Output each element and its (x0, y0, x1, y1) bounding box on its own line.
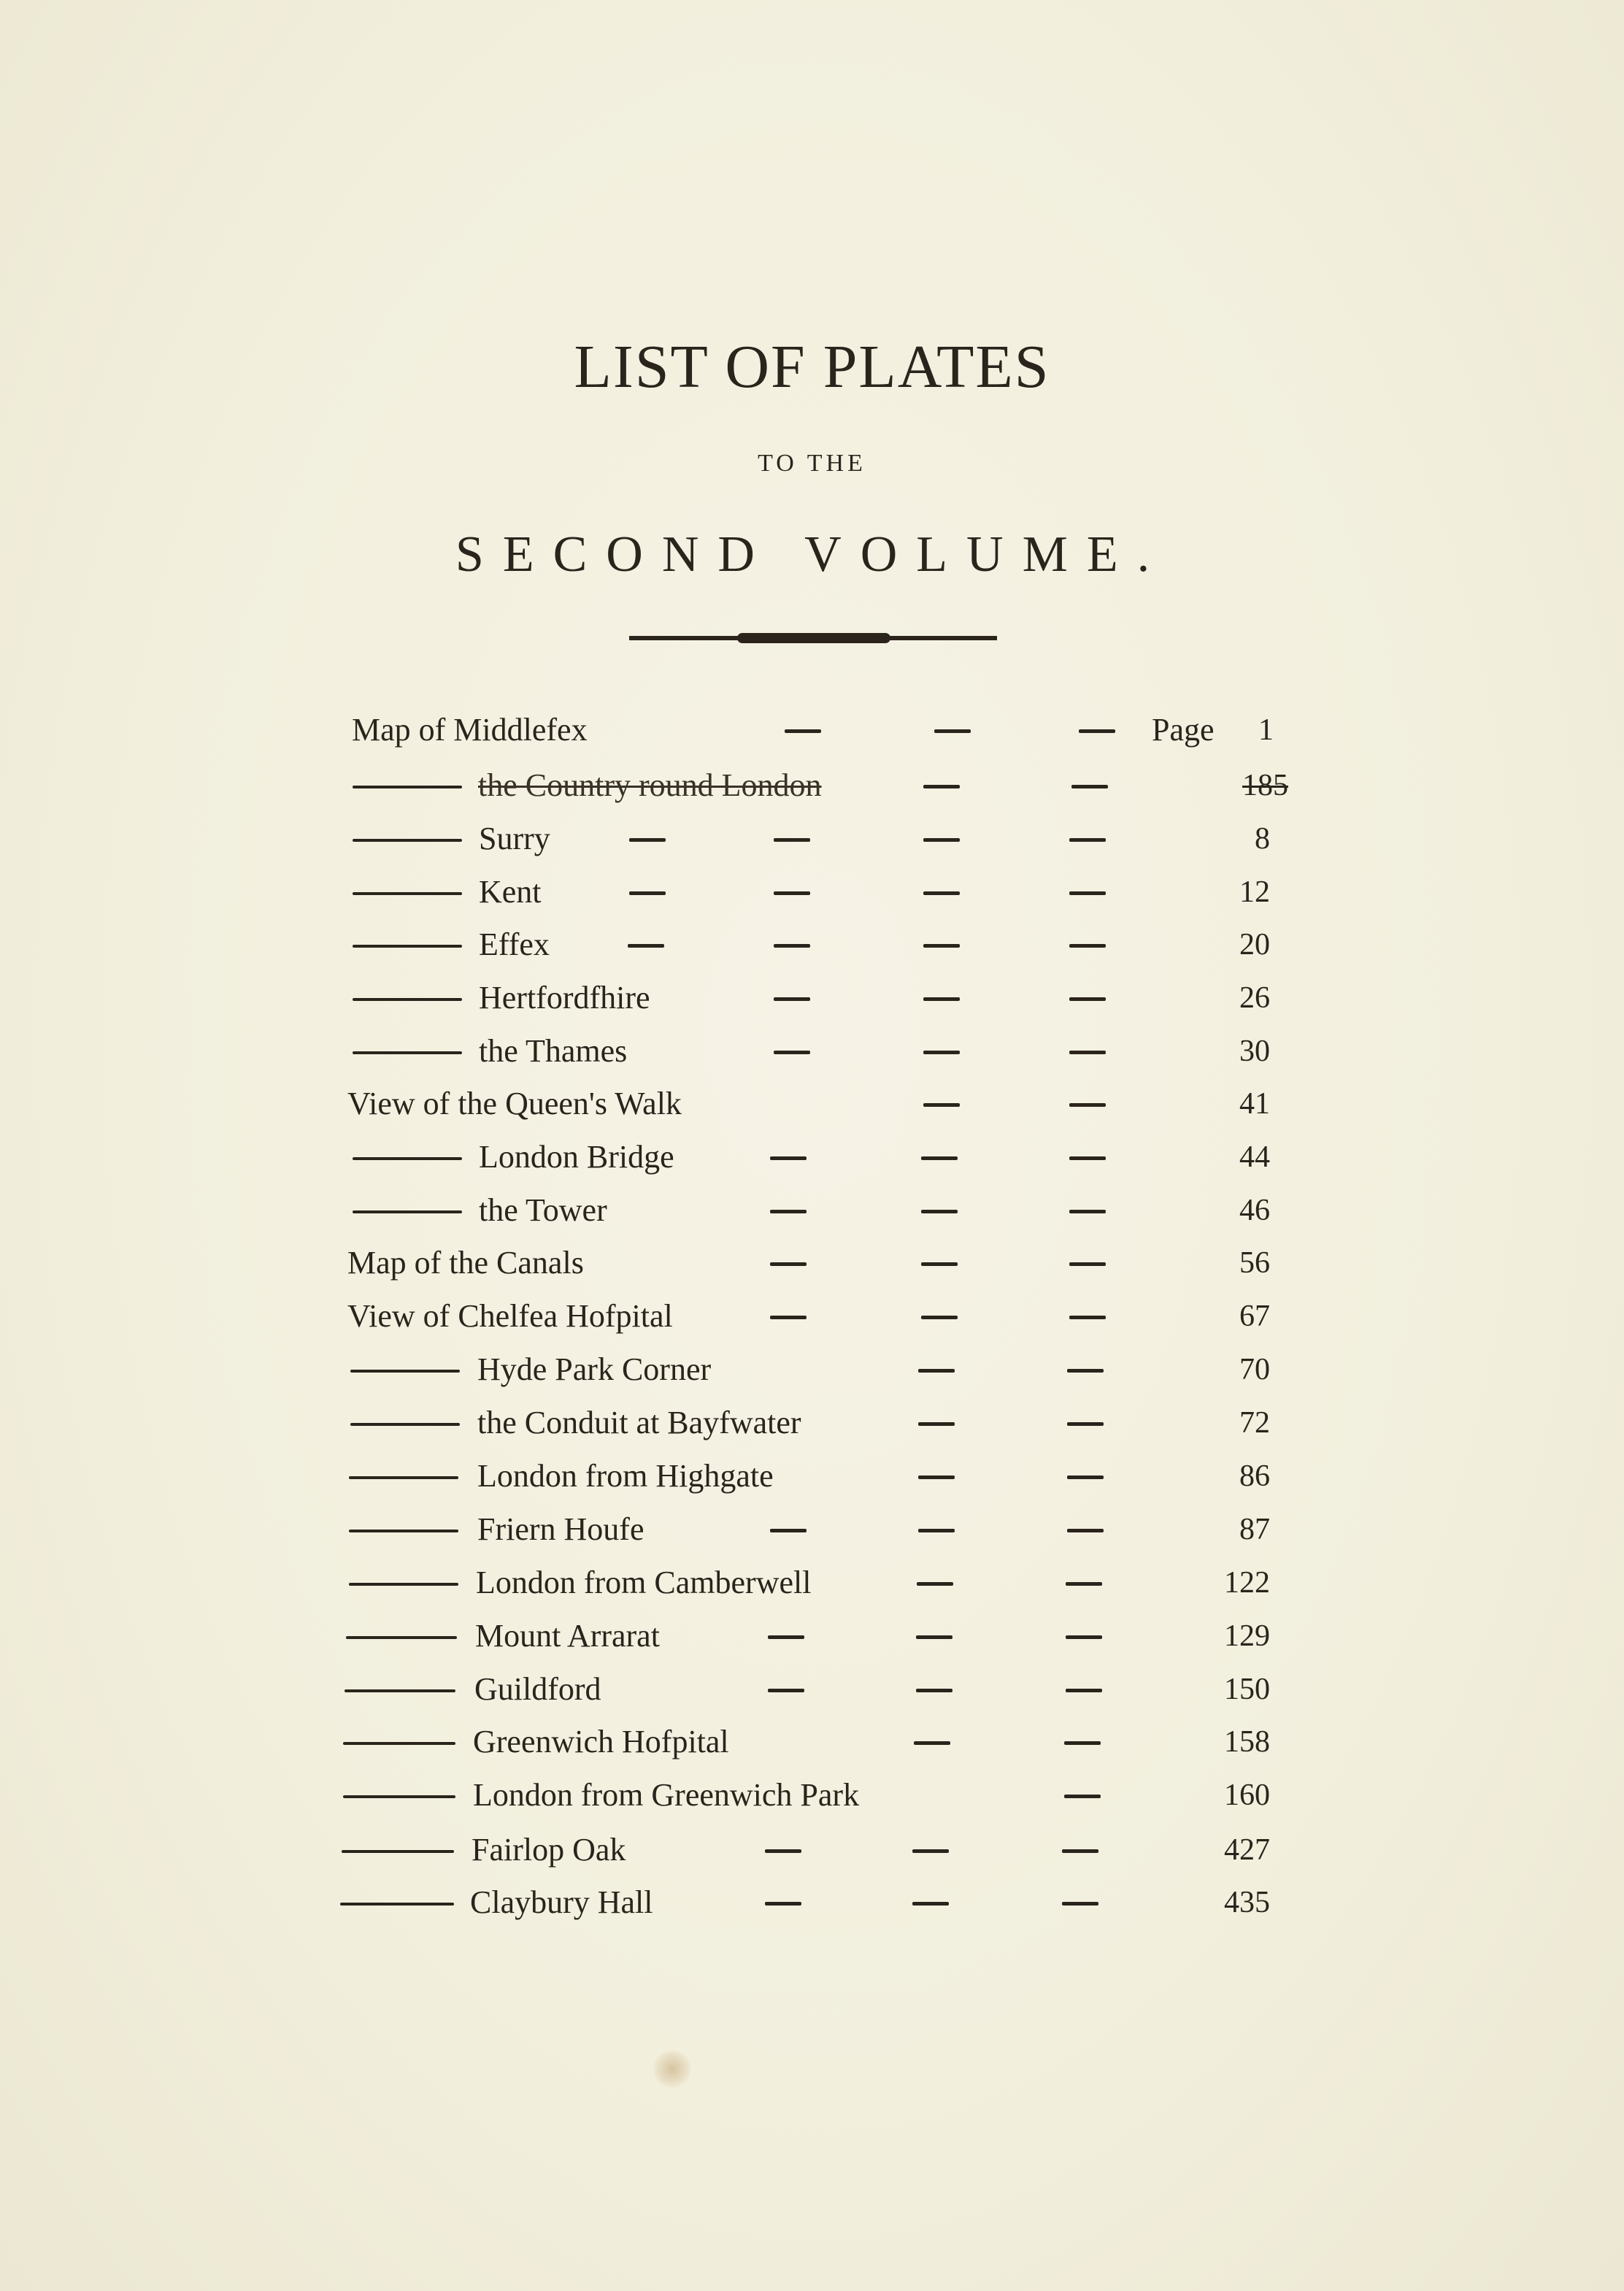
list-item (0, 1025, 1624, 1078)
leader-dash (1079, 729, 1115, 733)
list-item (0, 813, 1624, 865)
page-number: 70 (1239, 1353, 1270, 1386)
ditto-rule (346, 1636, 457, 1639)
ditto-rule (353, 998, 462, 1001)
leader-dash (765, 1849, 801, 1853)
plate-title: the Conduit at Bayfwater (477, 1405, 801, 1440)
list-item (0, 866, 1624, 918)
leader-dash (918, 1475, 955, 1479)
plate-title: Guildford (474, 1671, 601, 1707)
leader-dash (1069, 1316, 1106, 1319)
page-number: 435 (1224, 1886, 1270, 1919)
plate-title: Kent (479, 874, 542, 910)
page-number: 8 (1255, 822, 1270, 856)
ditto-rule (350, 1370, 460, 1373)
plate-title: Map of the Canals (347, 1245, 584, 1281)
page-number: 46 (1239, 1194, 1270, 1227)
page-number: 72 (1239, 1406, 1270, 1440)
leader-dash (1069, 1156, 1106, 1160)
leader-dash (921, 1316, 958, 1319)
leader-dash (1069, 1051, 1106, 1054)
page-number: 41 (1239, 1087, 1270, 1121)
leader-dash (770, 1529, 807, 1532)
leader-dash (1069, 944, 1106, 948)
plate-title-struck: the Country round London (478, 767, 822, 803)
page-subtitle: TO THE (758, 450, 866, 477)
ditto-rule (343, 1795, 455, 1798)
leader-dash (918, 1369, 955, 1373)
leader-dash (1066, 1582, 1102, 1586)
list-item (0, 1503, 1624, 1556)
ditto-rule (353, 1051, 462, 1054)
leader-dash (921, 1156, 958, 1160)
leader-dash (916, 1689, 953, 1692)
plate-title: Map of Middlefex (352, 712, 588, 748)
page-number: 20 (1239, 928, 1270, 962)
list-item (0, 1397, 1624, 1449)
leader-dash (1062, 1902, 1098, 1906)
list-item (0, 1450, 1624, 1503)
leader-dash (912, 1849, 949, 1853)
leader-dash (770, 1316, 807, 1319)
list-item (0, 1769, 1624, 1822)
page-number: 1 (1258, 713, 1274, 747)
leader-dash (1069, 1262, 1106, 1266)
plate-title: Friern Houfe (477, 1511, 644, 1547)
leader-dash (923, 944, 960, 948)
page-number: 86 (1239, 1459, 1270, 1493)
list-item (0, 1343, 1624, 1396)
leader-dash (921, 1262, 958, 1266)
plate-title: View of the Queen's Walk (347, 1086, 682, 1121)
page-number: 150 (1224, 1673, 1270, 1706)
list-item (0, 759, 1624, 812)
leader-dash (914, 1741, 950, 1745)
ditto-rule (353, 892, 462, 895)
leader-dash (918, 1422, 955, 1426)
plate-title: View of Chelfea Hofpital (347, 1298, 673, 1334)
page-number: 87 (1239, 1513, 1270, 1546)
leader-dash (1069, 838, 1106, 842)
ditto-rule (353, 839, 462, 842)
ditto-rule (353, 945, 462, 948)
plate-title: London Bridge (479, 1139, 674, 1175)
list-item (0, 1610, 1624, 1662)
leader-dash (934, 729, 971, 733)
page-number: 44 (1239, 1140, 1270, 1174)
ditto-rule (340, 1903, 454, 1906)
plate-title: the Tower (479, 1192, 607, 1228)
leader-dash (1066, 1635, 1102, 1639)
ditto-rule (343, 1742, 455, 1745)
page-word: Page (1152, 712, 1215, 748)
page-title: LIST OF PLATES (574, 333, 1050, 401)
page-number: 56 (1239, 1246, 1270, 1280)
plate-title: London from Highgate (477, 1458, 774, 1494)
ditto-rule (353, 1210, 462, 1213)
list-item (0, 1078, 1624, 1130)
leader-dash (1067, 1529, 1104, 1532)
plate-title: London from Camberwell (476, 1565, 812, 1600)
plate-title: Effex (479, 926, 550, 962)
leader-dash (785, 729, 821, 733)
leader-dash (768, 1689, 804, 1692)
page-number: 427 (1224, 1833, 1270, 1867)
leader-dash (768, 1635, 804, 1639)
leader-dash (917, 1582, 953, 1586)
ditto-rule (350, 1423, 460, 1426)
list-item (0, 1290, 1624, 1343)
leader-dash (1069, 1103, 1106, 1107)
leader-dash (923, 997, 960, 1001)
page-number-struck: 185 (1242, 769, 1288, 802)
page-number: 158 (1224, 1725, 1270, 1759)
leader-dash (923, 1051, 960, 1054)
plate-title: Fairlop Oak (472, 1832, 626, 1868)
leader-dash (1067, 1422, 1104, 1426)
plate-title: the Thames (479, 1033, 628, 1069)
leader-dash (774, 891, 810, 895)
page-number: 12 (1239, 875, 1270, 909)
leader-dash (1069, 891, 1106, 895)
leader-dash (912, 1902, 949, 1906)
list-item (0, 1237, 1624, 1289)
leader-dash (628, 944, 664, 948)
page-number: 67 (1239, 1300, 1270, 1333)
ditto-rule (349, 1583, 458, 1586)
leader-dash (629, 891, 666, 895)
page-number: 30 (1239, 1035, 1270, 1068)
leader-dash (1067, 1369, 1104, 1373)
list-item (0, 704, 1624, 756)
list-item (0, 1663, 1624, 1716)
leader-dash (1069, 997, 1106, 1001)
page-number: 129 (1224, 1619, 1270, 1653)
leader-dash (774, 1051, 810, 1054)
ditto-rule (342, 1850, 454, 1853)
leader-dash (1064, 1795, 1101, 1798)
plate-title: London from Greenwich Park (473, 1777, 860, 1813)
leader-dash (923, 838, 960, 842)
leader-dash (923, 1103, 960, 1107)
list-item (0, 1824, 1624, 1876)
leader-dash (923, 785, 960, 788)
list-item (0, 1876, 1624, 1929)
leader-dash (629, 838, 666, 842)
ditto-rule (345, 1689, 455, 1692)
leader-dash (1069, 1210, 1106, 1213)
ditto-rule (349, 1530, 458, 1532)
leader-dash (774, 997, 810, 1001)
page-number: 26 (1239, 981, 1270, 1015)
ditto-rule (353, 786, 462, 788)
list-item (0, 1557, 1624, 1609)
page-number: 122 (1224, 1566, 1270, 1600)
list-item (0, 1184, 1624, 1237)
leader-dash (770, 1210, 807, 1213)
plate-title: Hyde Park Corner (477, 1351, 712, 1387)
leader-dash (770, 1262, 807, 1266)
ditto-rule (349, 1476, 458, 1479)
foxing-stain (653, 2050, 691, 2088)
leader-dash (1067, 1475, 1104, 1479)
leader-dash (770, 1156, 807, 1160)
plate-title: Claybury Hall (470, 1884, 653, 1920)
list-item (0, 972, 1624, 1024)
plate-title: Mount Arrarat (475, 1618, 660, 1654)
list-item (0, 1131, 1624, 1183)
volume-heading: SECOND VOLUME. (455, 526, 1169, 583)
leader-dash (923, 891, 960, 895)
leader-dash (1066, 1689, 1102, 1692)
plate-title: Greenwich Hofpital (473, 1724, 729, 1759)
leader-dash (1064, 1741, 1101, 1745)
ditto-rule (353, 1157, 462, 1160)
leader-dash (774, 838, 810, 842)
leader-dash (918, 1529, 955, 1532)
leader-dash (774, 944, 810, 948)
list-item (0, 1716, 1624, 1768)
plate-title: Surry (479, 821, 550, 856)
leader-dash (1071, 785, 1108, 788)
page-number: 160 (1224, 1778, 1270, 1812)
leader-dash (1062, 1849, 1098, 1853)
leader-dash (765, 1902, 801, 1906)
ornamental-rule-center (737, 633, 890, 643)
leader-dash (916, 1635, 953, 1639)
leader-dash (921, 1210, 958, 1213)
list-item (0, 918, 1624, 971)
plate-title: Hertfordfhire (479, 980, 650, 1016)
